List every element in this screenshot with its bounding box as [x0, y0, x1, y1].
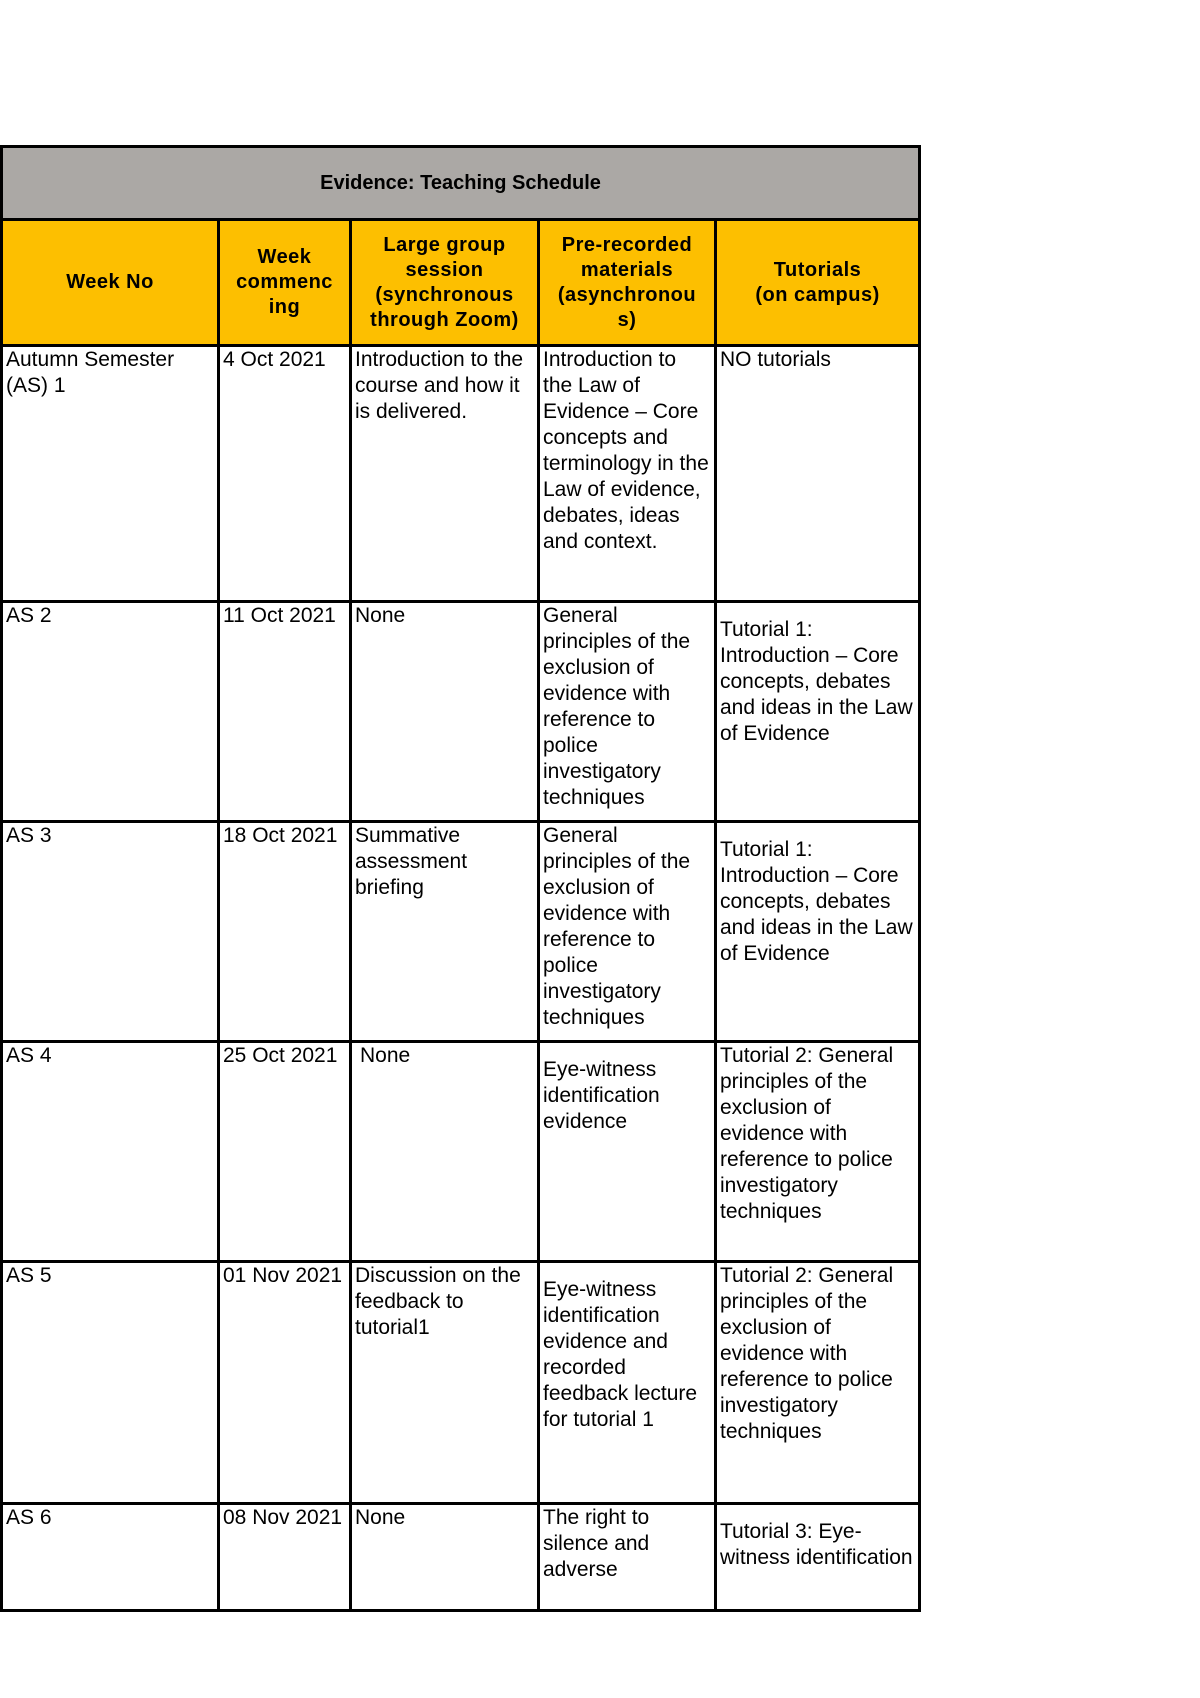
cell-tutorials: Tutorial 1: Introduction – Core concepts, debates and ideas in the Law of Evidence: [716, 602, 920, 822]
cell-large-group: Introduction to the course and how it is delivered.: [351, 346, 539, 602]
cell-pre-recorded: Introduction to the Law of Evidence – Core concepts and terminology in the Law of evidence, debates, ideas and context.: [539, 346, 716, 602]
cell-tutorials: Tutorial 2: General principles of the exclusion of evidence with reference to police investigatory techniques: [716, 1042, 920, 1262]
cell-week: Autumn Semester (AS) 1: [2, 346, 219, 602]
cell-date: 4 Oct 2021: [219, 346, 351, 602]
cell-large-group: Discussion on the feedback to tutorial1: [351, 1262, 539, 1504]
table-row: [2, 602, 920, 822]
cell-date: 08 Nov 2021: [219, 1504, 351, 1611]
cell-date: 01 Nov 2021: [219, 1262, 351, 1504]
table-row: [2, 346, 920, 602]
cell-large-group: Summative assessment briefing: [351, 822, 539, 1042]
cell-week: AS 3: [2, 822, 219, 1042]
cell-tutorials: Tutorial 3: Eye-witness identification: [716, 1504, 920, 1611]
table-row: [2, 1504, 920, 1611]
column-header-line: Tutorials: [773, 258, 862, 281]
column-header-label: Week No: [66, 271, 154, 293]
column-header-line: (synchronous: [375, 283, 514, 306]
column-header-line: Week: [257, 246, 312, 268]
cell-large-group: None: [351, 1504, 539, 1611]
cell-date: 18 Oct 2021: [219, 822, 351, 1042]
cell-large-group: None: [351, 1042, 539, 1262]
cell-week: AS 2: [2, 602, 219, 822]
column-header-line: s): [617, 308, 637, 331]
cell-tutorials: NO tutorials: [716, 346, 920, 602]
column-header-line: Pre-recorded: [561, 233, 693, 256]
cell-tutorials: Tutorial 1: Introduction – Core concepts, debates and ideas in the Law of Evidence: [716, 822, 920, 1042]
column-header-line: Large group: [383, 233, 506, 256]
column-header-line: session: [405, 258, 484, 281]
table-row: [2, 822, 920, 1042]
cell-week: AS 5: [2, 1262, 219, 1504]
table-title: Evidence: Teaching Schedule: [2, 147, 920, 220]
cell-week: AS 4: [2, 1042, 219, 1262]
cell-large-group: None: [351, 602, 539, 822]
cell-date: 11 Oct 2021: [219, 602, 351, 822]
table-row: [2, 1042, 920, 1262]
cell-pre-recorded: Eye-witness identification evidence and recorded feedback lecture for tutorial 1: [539, 1262, 716, 1504]
column-header-pre-recorded: [539, 220, 716, 346]
cell-tutorials: Tutorial 2: General principles of the exclusion of evidence with reference to police investigatory techniques: [716, 1262, 920, 1504]
column-header-line: ing: [268, 296, 301, 318]
column-header-line: (asynchronou: [557, 283, 697, 306]
column-header-week-no: [2, 220, 219, 346]
column-header-week-commencing: [219, 220, 351, 346]
cell-week: AS 6: [2, 1504, 219, 1611]
column-header-line: through Zoom): [370, 308, 519, 331]
column-header-line: (on campus): [755, 283, 880, 306]
cell-pre-recorded: General principles of the exclusion of evidence with reference to police investigatory techniques: [539, 602, 716, 822]
table-row: [2, 1262, 920, 1504]
column-header-tutorials: [716, 220, 920, 346]
column-header-line: materials: [580, 258, 674, 281]
column-header-line: commenc: [236, 271, 333, 293]
cell-pre-recorded: General principles of the exclusion of evidence with reference to police investigatory techniques: [539, 822, 716, 1042]
column-header-large-group: [351, 220, 539, 346]
cell-pre-recorded: Eye-witness identification evidence: [539, 1042, 716, 1262]
header-row: [2, 220, 920, 346]
cell-date: 25 Oct 2021: [219, 1042, 351, 1262]
teaching-schedule-table: [0, 145, 921, 1612]
title-row: [2, 147, 920, 220]
cell-pre-recorded: The right to silence and adverse: [539, 1504, 716, 1611]
